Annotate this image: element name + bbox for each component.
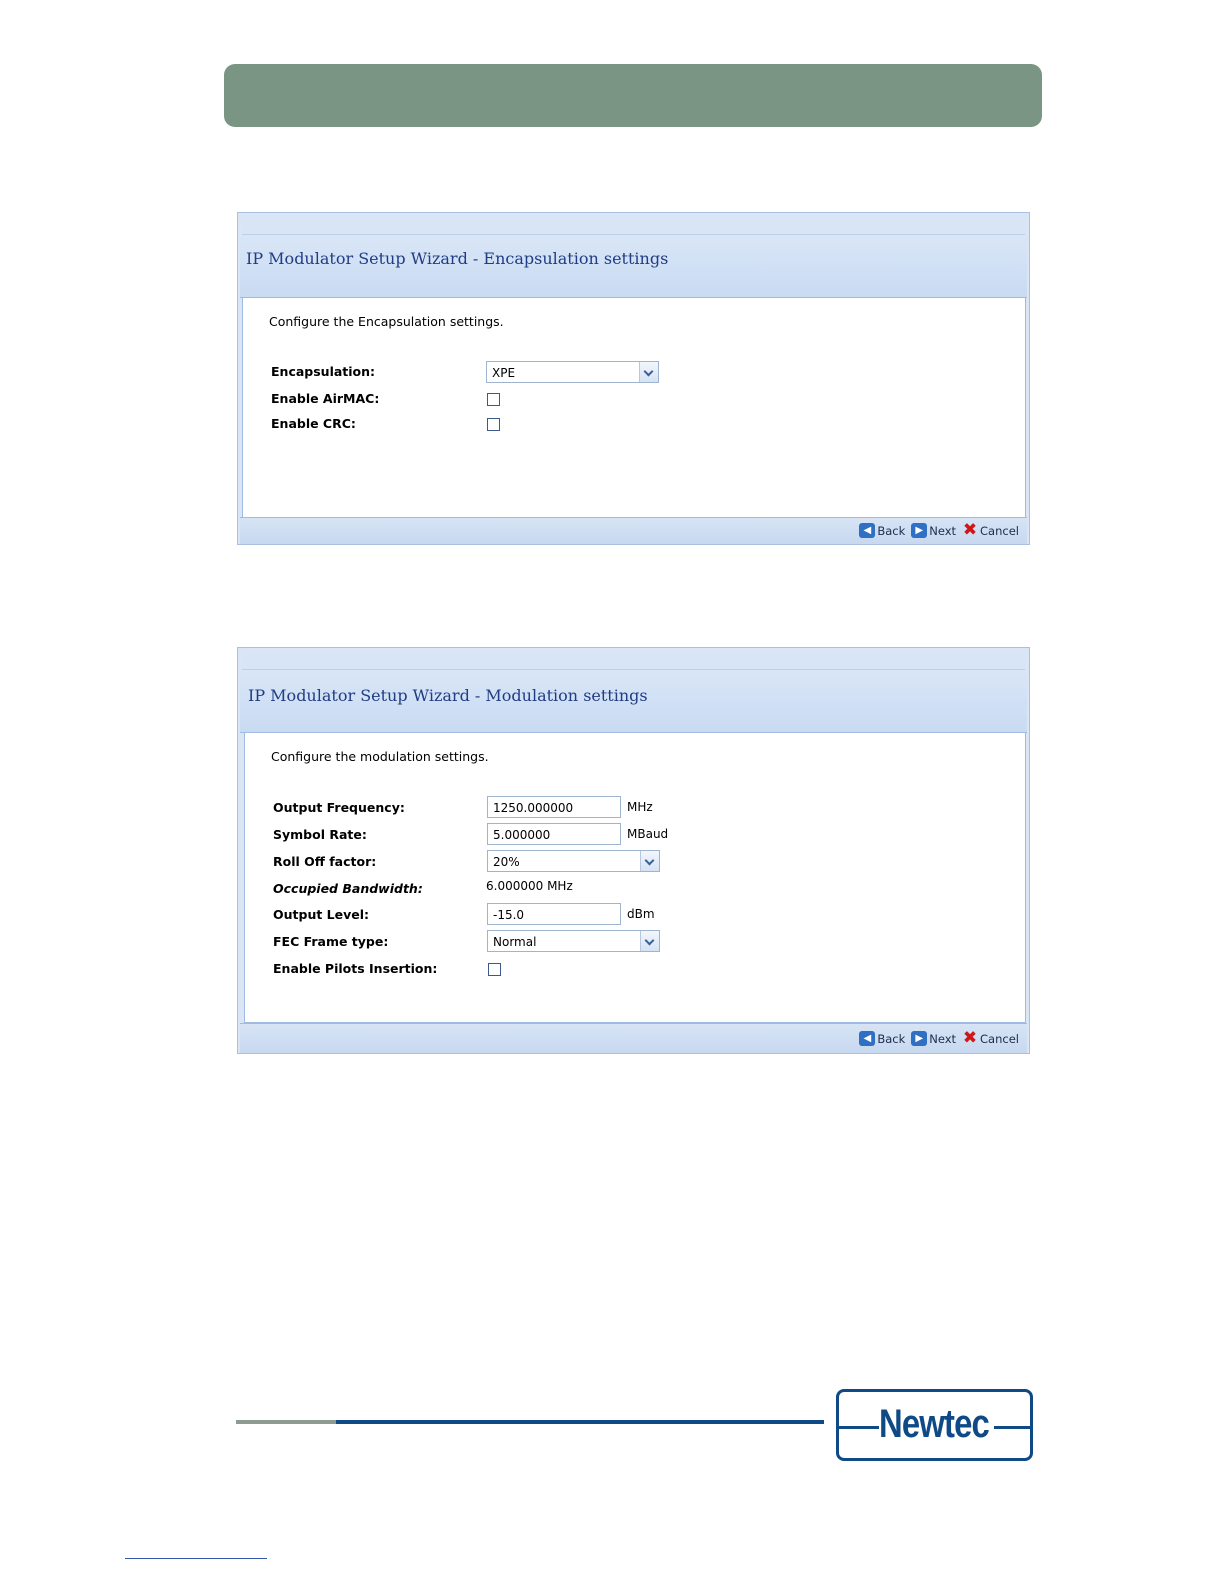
encapsulation-wizard-panel	[237, 212, 1030, 545]
top-banner	[224, 64, 1042, 127]
wizard-intro: Configure the modulation settings.	[271, 749, 489, 764]
wizard-footer	[240, 517, 1027, 544]
chevron-down-icon[interactable]	[639, 362, 658, 382]
roll-off-label: Roll Off factor:	[273, 854, 377, 869]
next-label: Next	[929, 1031, 957, 1046]
arrow-left-icon: ◀	[859, 523, 875, 538]
chevron-down-icon[interactable]	[640, 931, 659, 951]
pilots-label: Enable Pilots Insertion:	[273, 961, 438, 976]
wizard-body	[242, 298, 1026, 518]
cancel-button[interactable]	[962, 520, 1019, 540]
bottom-link-underline	[125, 1558, 267, 1559]
occupied-bandwidth-value: 6.000000 MHz	[486, 879, 573, 893]
wizard-title: IP Modulator Setup Wizard - Modulation settings	[248, 686, 648, 705]
roll-off-select[interactable]	[487, 850, 660, 872]
fec-frame-select[interactable]	[487, 930, 660, 952]
encapsulation-label: Encapsulation:	[271, 364, 376, 379]
arrow-right-icon: ▶	[911, 1031, 927, 1046]
back-label: Back	[877, 523, 906, 538]
crc-label: Enable CRC:	[271, 416, 356, 431]
logo-text: Newtec	[879, 1402, 989, 1446]
next-button[interactable]	[911, 523, 956, 538]
wizard-body	[244, 733, 1026, 1023]
back-button[interactable]	[859, 523, 905, 538]
next-button[interactable]	[911, 1031, 956, 1046]
wizard-intro: Configure the Encapsulation settings.	[269, 314, 504, 329]
wizard-footer	[240, 1023, 1027, 1053]
cancel-label: Cancel	[980, 523, 1019, 538]
airmac-checkbox[interactable]	[487, 393, 500, 406]
symbol-rate-unit: MBaud	[627, 827, 669, 841]
back-label: Back	[877, 1031, 906, 1046]
output-level-input[interactable]: -15.0	[487, 903, 621, 925]
chevron-down-icon[interactable]	[640, 851, 659, 871]
output-frequency-input[interactable]: 1250.000000	[487, 796, 621, 818]
next-label: Next	[929, 523, 957, 538]
arrow-right-icon: ▶	[911, 523, 927, 538]
wizard-top-strip	[242, 219, 1025, 235]
fec-frame-value: Normal	[493, 935, 537, 949]
wizard-top-strip	[242, 654, 1025, 670]
airmac-label: Enable AirMAC:	[271, 391, 380, 406]
footer-rule-blue	[336, 1420, 824, 1424]
cancel-button[interactable]	[962, 1028, 1019, 1048]
wizard-title: IP Modulator Setup Wizard - Encapsulation settings	[246, 249, 669, 268]
encapsulation-select[interactable]	[486, 361, 659, 383]
output-level-unit: dBm	[627, 907, 655, 921]
arrow-left-icon: ◀	[859, 1031, 875, 1046]
occupied-bandwidth-label: Occupied Bandwidth:	[273, 881, 423, 896]
symbol-rate-label: Symbol Rate:	[273, 827, 367, 842]
output-frequency-unit: MHz	[627, 800, 653, 814]
crc-checkbox[interactable]	[487, 418, 500, 431]
red-x-icon: ✖	[962, 520, 978, 540]
back-button[interactable]	[859, 1031, 905, 1046]
newtec-logo	[836, 1389, 1033, 1461]
red-x-icon: ✖	[962, 1028, 978, 1048]
modulation-wizard-panel	[237, 647, 1030, 1054]
encapsulation-value: XPE	[492, 366, 516, 380]
roll-off-value: 20%	[493, 855, 520, 869]
symbol-rate-input[interactable]: 5.000000	[487, 823, 621, 845]
cancel-label: Cancel	[980, 1031, 1019, 1046]
output-level-label: Output Level:	[273, 907, 370, 922]
pilots-checkbox[interactable]	[488, 963, 501, 976]
output-frequency-label: Output Frequency:	[273, 800, 405, 815]
footer-rule-grey	[236, 1420, 336, 1424]
logo-line-left	[839, 1426, 879, 1429]
logo-line-right	[994, 1426, 1030, 1429]
fec-frame-label: FEC Frame type:	[273, 934, 389, 949]
